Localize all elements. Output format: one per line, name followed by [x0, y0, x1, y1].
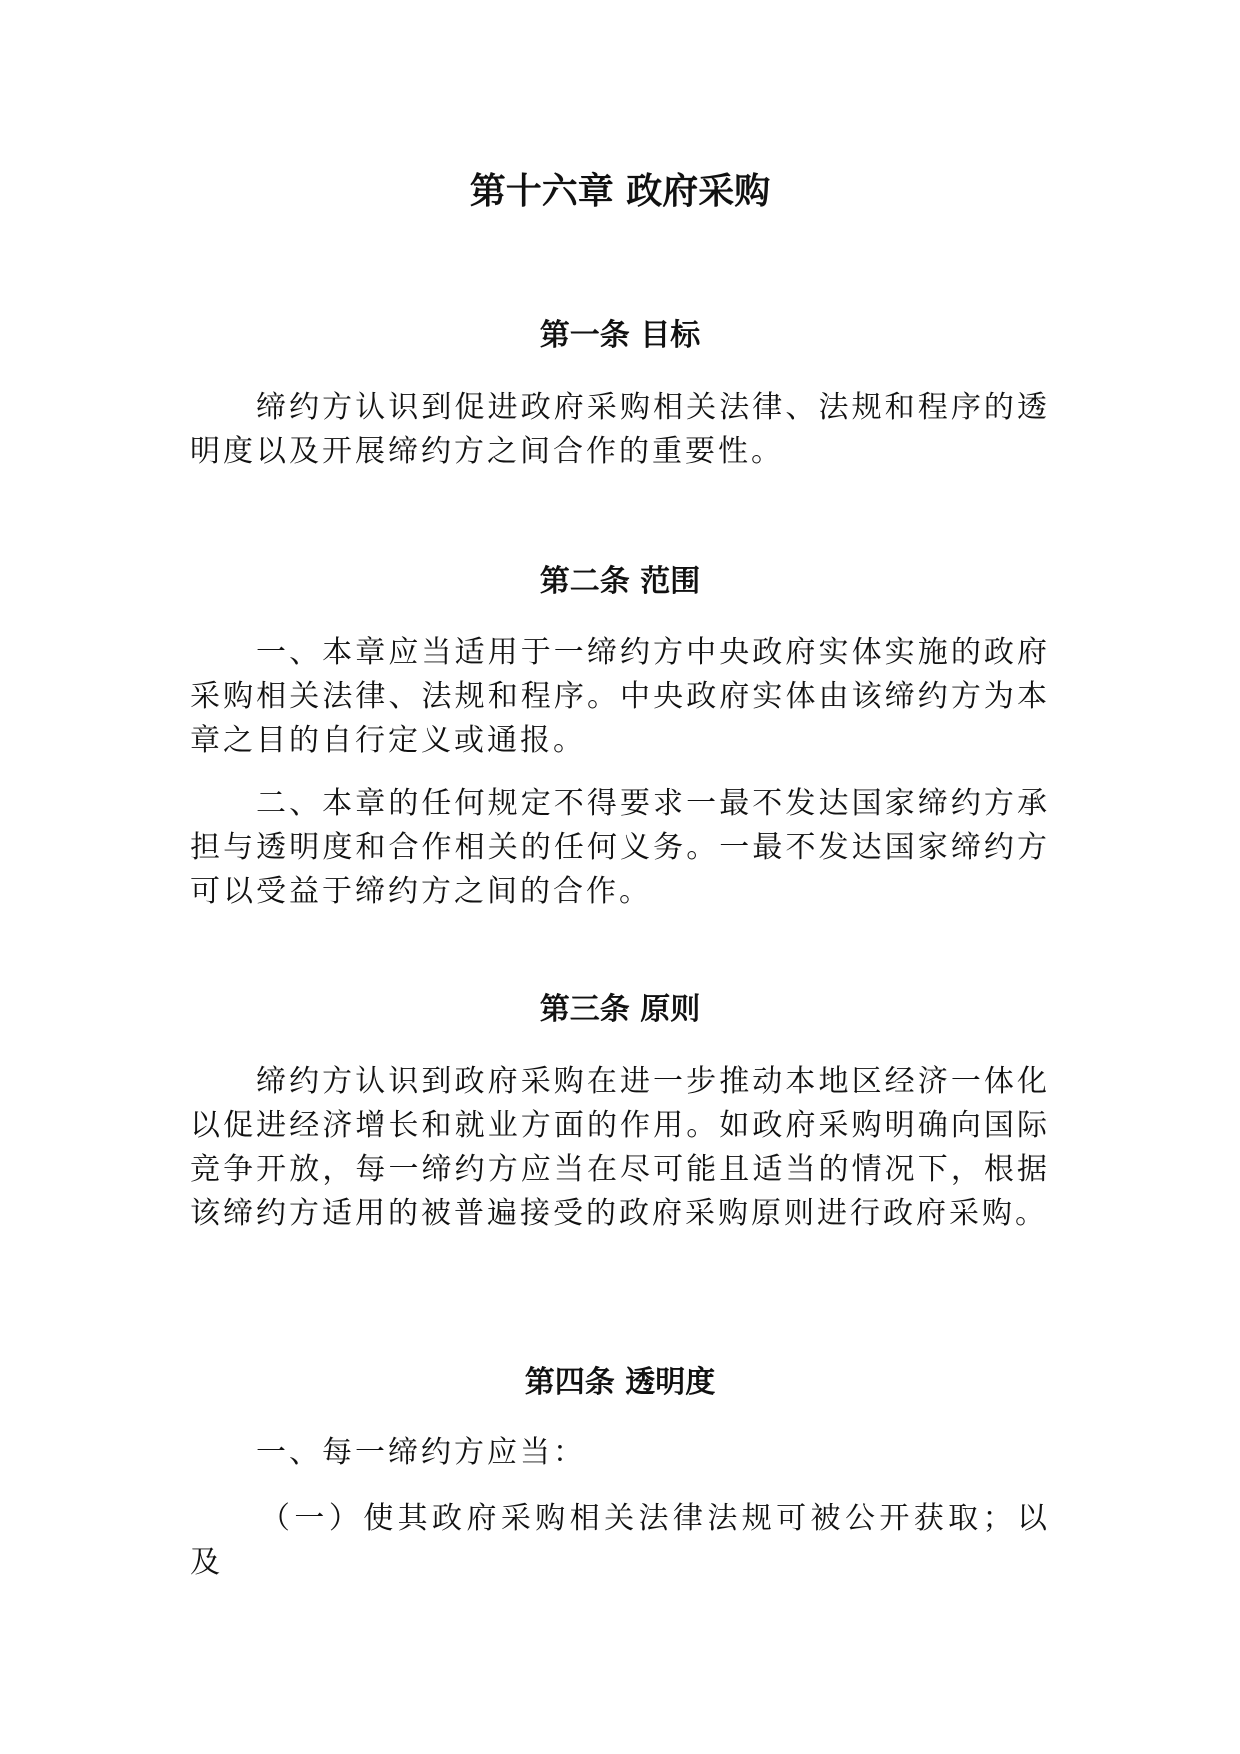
- article-4-heading: 第四条 透明度: [524, 1365, 716, 1400]
- article-2-paragraph-2: 二、本章的任何规定不得要求一最不发达国家缔约方承担与透明度和合作相关的任何义务。一最不发达国家缔约方可以受益于缔约方之间的合作。: [190, 786, 1050, 909]
- article-4-paragraph-2: （一）使其政府采购相关法律法规可被公开获取；以及: [190, 1501, 1050, 1580]
- chapter-title: 第十六章 政府采购: [469, 171, 771, 212]
- article-1-paragraph-1: 缔约方认识到促进政府采购相关法律、法规和程序的透明度以及开展缔约方之间合作的重要性。: [190, 390, 1050, 469]
- article-4-paragraph-1: 一、每一缔约方应当：: [256, 1435, 586, 1470]
- article-1-heading: 第一条 目标: [539, 318, 701, 353]
- article-3-paragraph-1: 缔约方认识到政府采购在进一步推动本地区经济一体化以促进经济增长和就业方面的作用。如政府采购明确向国际竞争开放，每一缔约方应当在尽可能且适当的情况下，根据该缔约方适用的被普遍接受的政府采购原则进行政府采购。: [190, 1064, 1050, 1231]
- article-2-paragraph-1: 一、本章应当适用于一缔约方中央政府实体实施的政府采购相关法律、法规和程序。中央政府实体由该缔约方为本章之目的自行定义或通报。: [190, 635, 1050, 758]
- article-3-heading: 第三条 原则: [539, 992, 701, 1027]
- article-2-heading: 第二条 范围: [539, 564, 701, 599]
